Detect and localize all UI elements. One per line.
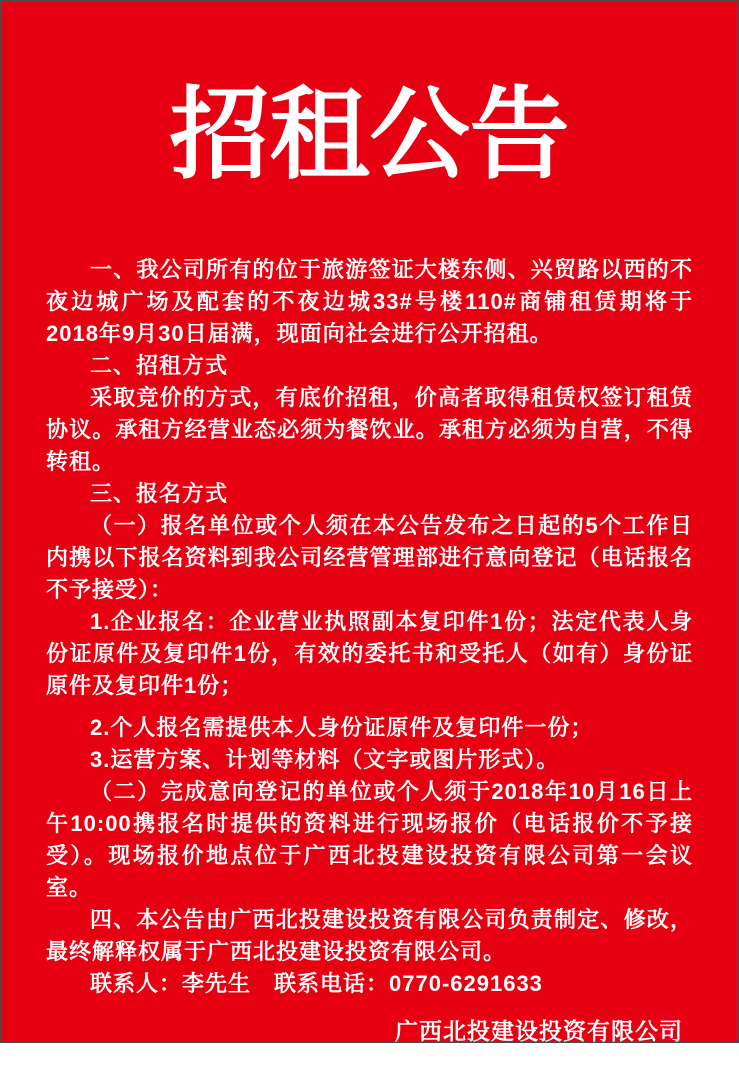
announcement-body (2, 254, 737, 1000)
para-interpretation-right: 四、本公告由广西北投建设投资有限公司负责制定、修改，最终解释权属于广西北投建设投资有限公司。 (46, 907, 693, 964)
signature-company: 广西北投建设投资有限公司 (395, 1018, 683, 1044)
contact-line: 联系人：李先生 联系电话：0770-6291633 (90, 971, 543, 996)
signature-inner (395, 1014, 683, 1084)
signature-date: 2018年9月30日 (454, 1053, 624, 1079)
poster-title: 招租公告 (169, 80, 570, 191)
para-onsite-bidding: （二）完成意向登记的单位或个人须于2018年10月16日上午10:00携报名时提供的资料进行现场报价（电话报价不予接受）。现场报价地点位于广西北投建设投资有限公司第一会议室。 (46, 779, 693, 900)
para-enterprise-registration: 1.企业报名：企业营业执照副本复印件1份；法定代表人身份证原件及复印件1份，有效的委托书和受托人（如有）身份证原件及复印件1份； (46, 609, 693, 698)
para-registration-intro: （一）报名单位或个人须在本公告发布之日起的5个工作日内携以下报名资料到我公司经营管理部进行意向登记（电话报名不予接受）： (46, 513, 693, 602)
para-intro: 一、我公司所有的位于旅游签证大楼东侧、兴贸路以西的不夜边城广场及配套的不夜边城33#号楼110#商铺租赁期将于2018年9月30日届满，现面向社会进行公开招租。 (46, 257, 693, 346)
para-operation-plan: 3.运营方案、计划等材料（文字或图片形式）。 (90, 747, 560, 772)
signature-block (2, 1014, 737, 1084)
para-leasing-method: 采取竞价的方式，有底价招租，价高者取得租赁权签订租赁协议。承租方经营业态必须为餐饮业。承租方必须为自营，不得转租。 (46, 385, 693, 474)
heading-leasing-method: 二、招租方式 (90, 353, 229, 378)
para-individual-registration: 2.个人报名需提供本人身份证原件及复印件一份； (90, 715, 594, 740)
heading-registration-method: 三、报名方式 (90, 481, 229, 506)
